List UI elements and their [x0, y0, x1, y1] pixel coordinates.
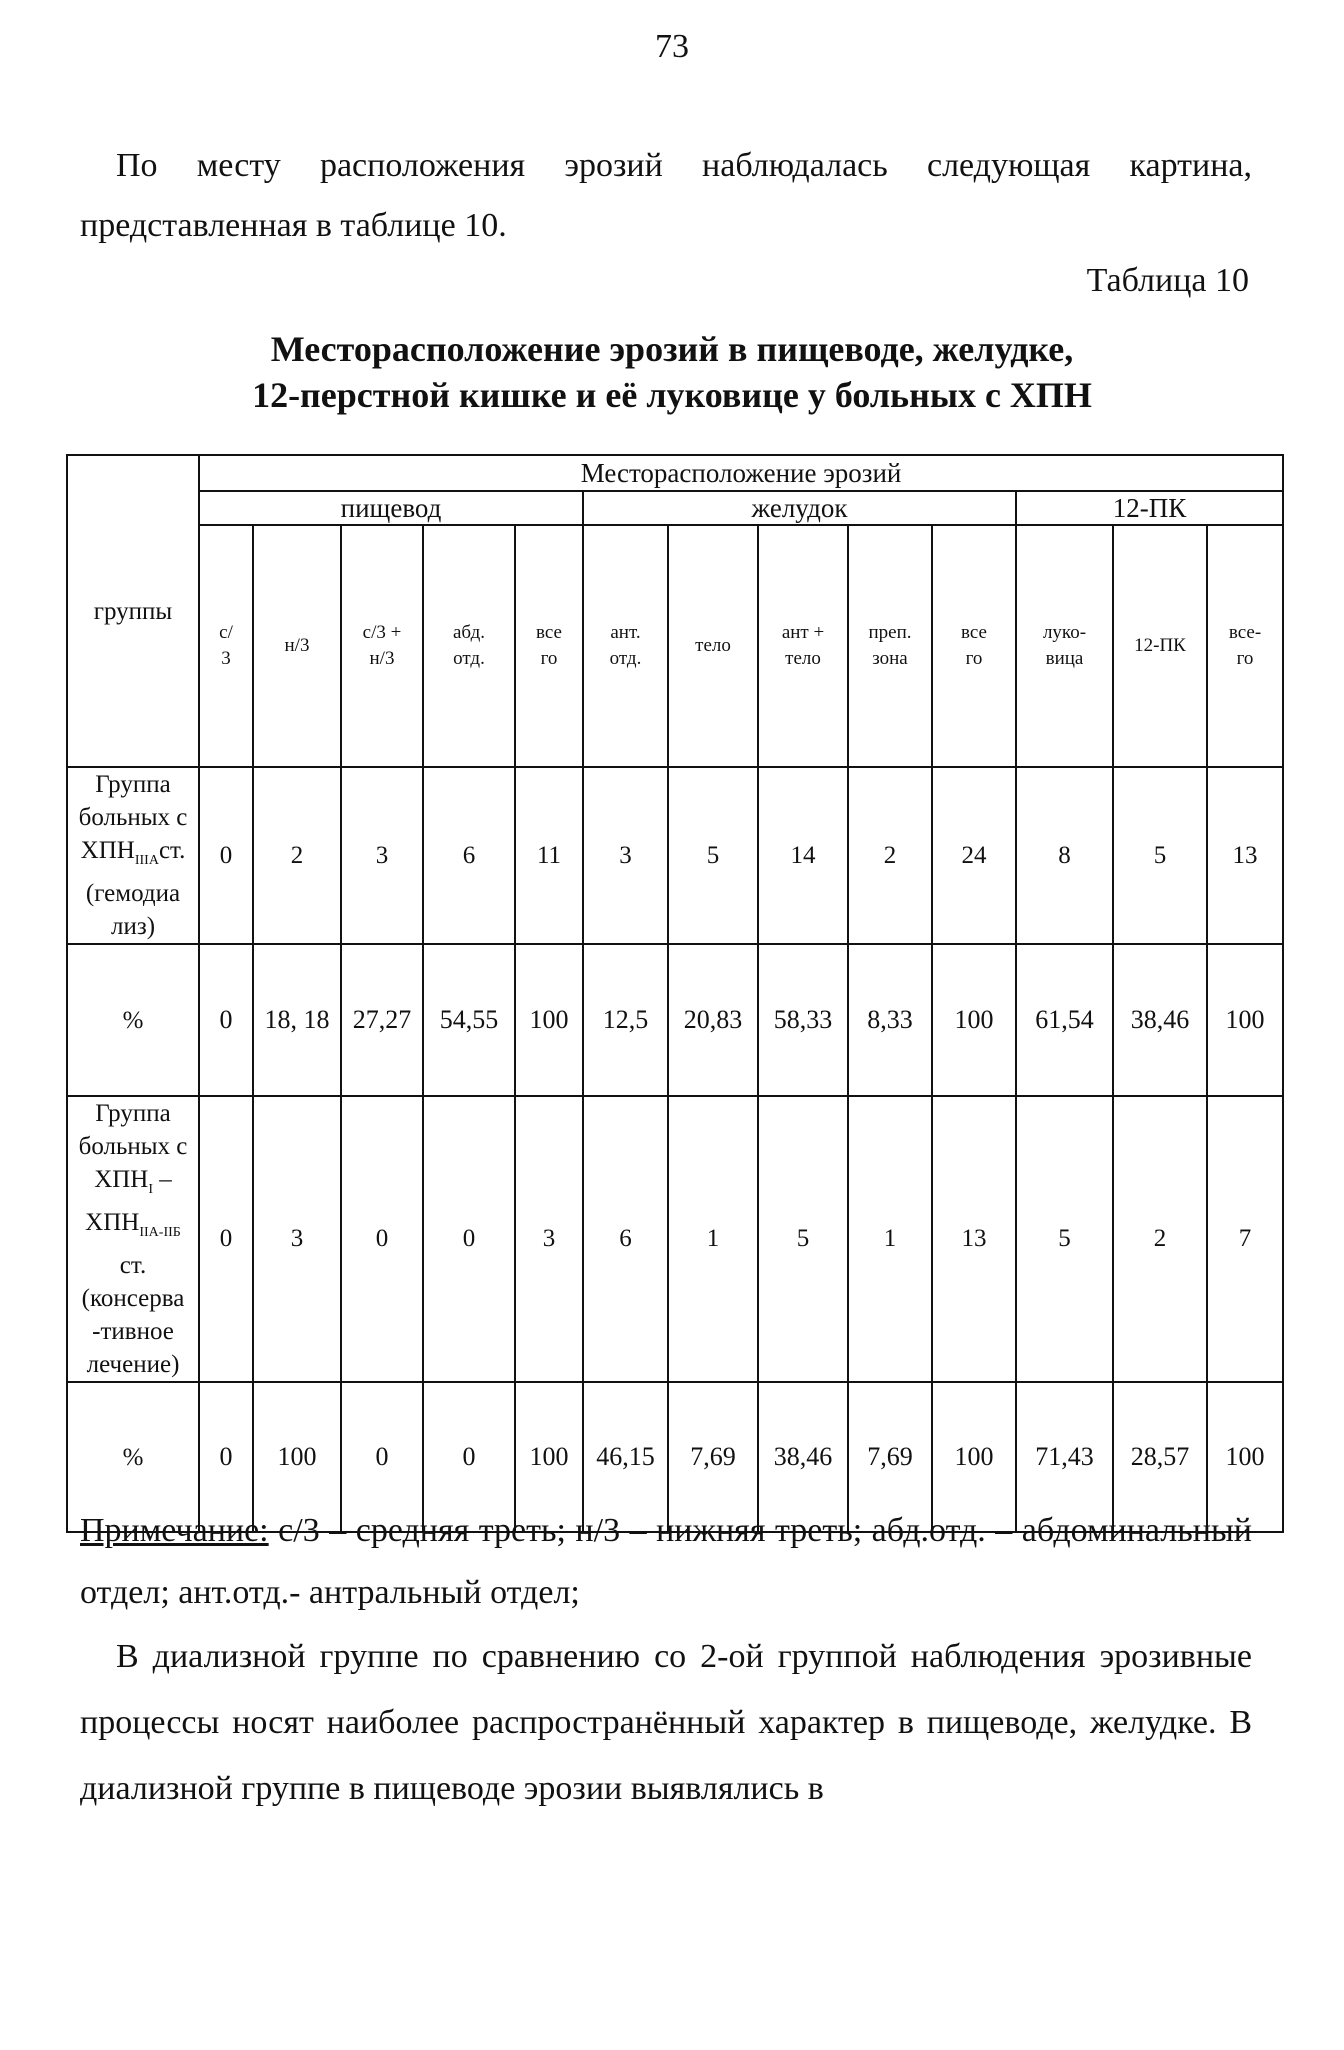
column-header: ант. отд. — [583, 525, 668, 767]
table-cell: 7,69 — [668, 1382, 758, 1532]
section-header-duodenum: 12-ПК — [1016, 491, 1283, 525]
table-cell: 38,46 — [758, 1382, 848, 1532]
column-header: с/ 3 — [199, 525, 253, 767]
table-cell: 0 — [341, 1096, 423, 1382]
erosion-location-table — [66, 454, 1284, 1533]
table-cell: 11 — [515, 767, 583, 944]
table-cell: 6 — [423, 767, 515, 944]
table-cell: 7 — [1207, 1096, 1283, 1382]
column-header: все го — [515, 525, 583, 767]
table-row — [67, 1096, 1283, 1382]
column-header: с/3 + н/3 — [341, 525, 423, 767]
table-cell: 0 — [199, 1382, 253, 1532]
column-header: луко- вица — [1016, 525, 1113, 767]
table-row — [67, 944, 1283, 1096]
table-cell: 0 — [199, 944, 253, 1096]
table-cell: 14 — [758, 767, 848, 944]
table-row — [67, 767, 1283, 944]
table-cell: 100 — [1207, 944, 1283, 1096]
table-note — [80, 1500, 1252, 1624]
table-cell: 0 — [199, 767, 253, 944]
table-cell: 100 — [515, 1382, 583, 1532]
table-cell: 0 — [341, 1382, 423, 1532]
table-cell: 71,43 — [1016, 1382, 1113, 1532]
groups-header: группы — [67, 455, 199, 767]
table-cell: 6 — [583, 1096, 668, 1382]
page-number: 73 — [655, 28, 689, 65]
table-cell: 0 — [423, 1382, 515, 1532]
table-cell: 5 — [668, 767, 758, 944]
table-cell: 38,46 — [1113, 944, 1207, 1096]
table-cell: 5 — [1113, 767, 1207, 944]
column-header: 12-ПК — [1113, 525, 1207, 767]
row-label-conservative-group: Группа больных с $ХПН_I$ – $ХПН_{IIA-IIБ}$ ст. (консерва -тивное лечение) — [67, 1096, 199, 1382]
table-cell: 100 — [932, 1382, 1016, 1532]
table-cell: 1 — [848, 1096, 932, 1382]
table-cell: 5 — [758, 1096, 848, 1382]
table-cell: 3 — [253, 1096, 341, 1382]
column-header: все- го — [1207, 525, 1283, 767]
table-cell: 27,27 — [341, 944, 423, 1096]
table-cell: 2 — [848, 767, 932, 944]
column-header: тело — [668, 525, 758, 767]
table-cell: 8,33 — [848, 944, 932, 1096]
table-title-line-2: 12-перстной кишке и её луковице у больных с ХПН — [252, 375, 1092, 415]
paragraph-text: В диализной группе по сравнению со 2-ой группой наблюдения эрозивные процессы носят наиболее распространённый характер в пищеводе, желудке. В диализной группе в пищеводе эрозии выявлялись в — [80, 1638, 1252, 1807]
note-label: Примечание: — [80, 1512, 269, 1549]
table-cell: 18, 18 — [253, 944, 341, 1096]
table-cell: 24 — [932, 767, 1016, 944]
table-cell: 2 — [253, 767, 341, 944]
intro-text: По месту расположения эрозий наблюдалась следующая картина, представленная в таблице 10. — [80, 147, 1252, 244]
table-cell: 8 — [1016, 767, 1113, 944]
table-cell: 3 — [341, 767, 423, 944]
table-cell: 3 — [515, 1096, 583, 1382]
section-header-esophagus: пищевод — [199, 491, 583, 525]
table-cell: 100 — [515, 944, 583, 1096]
column-header: все го — [932, 525, 1016, 767]
table-label: Таблица 10 — [1086, 262, 1249, 299]
intro-paragraph — [80, 136, 1252, 256]
table-cell: 3 — [583, 767, 668, 944]
table-cell: 58,33 — [758, 944, 848, 1096]
table-cell: 100 — [253, 1382, 341, 1532]
table-cell: 0 — [199, 1096, 253, 1382]
table-cell: 12,5 — [583, 944, 668, 1096]
table-cell: 100 — [1207, 1382, 1283, 1532]
table-cell: 0 — [423, 1096, 515, 1382]
table-cell: 7,69 — [848, 1382, 932, 1532]
table-cell: 20,83 — [668, 944, 758, 1096]
row-label-dialysis-group: Группа больных с $ХПН_{IIIA}ст$. (гемодиа лиз) — [67, 767, 199, 944]
table-cell: 13 — [1207, 767, 1283, 944]
table-title-line-1: Месторасположение эрозий в пищеводе, желудке, — [270, 329, 1074, 369]
table-cell: 100 — [932, 944, 1016, 1096]
table-cell: 13 — [932, 1096, 1016, 1382]
table-cell: 61,54 — [1016, 944, 1113, 1096]
column-header: абд. отд. — [423, 525, 515, 767]
table-cell: 2 — [1113, 1096, 1207, 1382]
section-header-stomach: желудок — [583, 491, 1016, 525]
row-label-percent: % — [67, 944, 199, 1096]
table-cell: 46,15 — [583, 1382, 668, 1532]
table-cell: 28,57 — [1113, 1382, 1207, 1532]
body-paragraph — [80, 1624, 1252, 1822]
column-header: н/3 — [253, 525, 341, 767]
table-title — [0, 326, 1344, 418]
main-header: Месторасположение эрозий — [199, 455, 1283, 491]
column-header: ант + тело — [758, 525, 848, 767]
table-cell: 5 — [1016, 1096, 1113, 1382]
column-header: преп. зона — [848, 525, 932, 767]
table-cell: 1 — [668, 1096, 758, 1382]
row-label-percent: % — [67, 1382, 199, 1532]
note-text: с/3 – средняя треть; н/3 – нижняя треть; абд.отд. – абдоминальный отдел; ант.отд.- антральный отдел; — [80, 1512, 1252, 1611]
table-cell: 54,55 — [423, 944, 515, 1096]
